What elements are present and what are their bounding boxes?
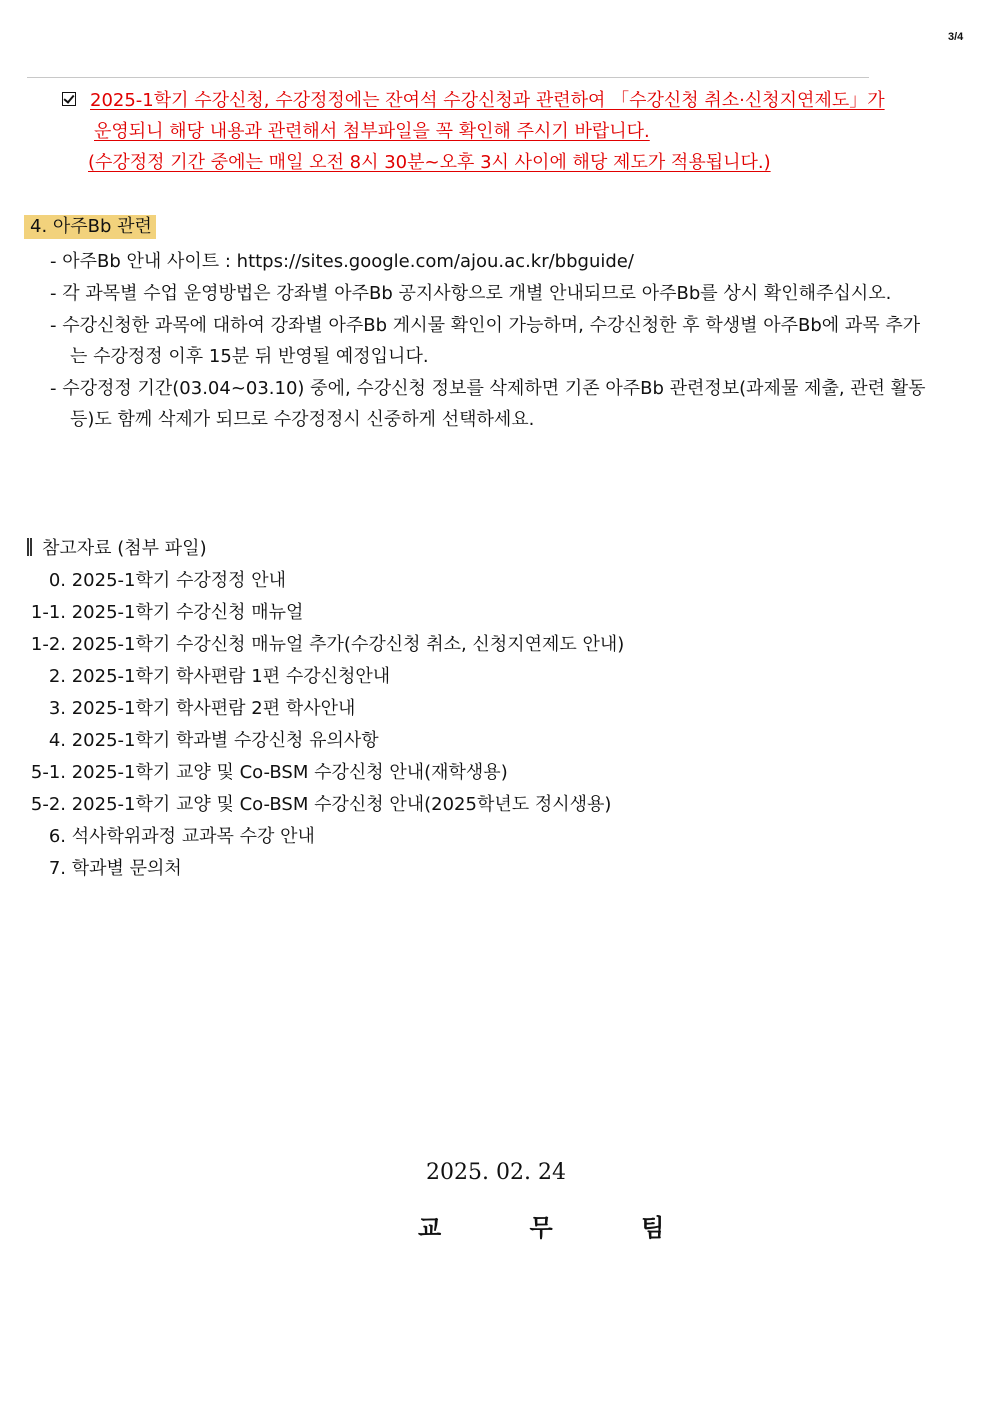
ref-num: 3. [48, 698, 66, 719]
ref-num: 1-2. [30, 634, 66, 655]
ref-text: 2025-1학기 학사편람 2편 학사안내 [71, 698, 356, 719]
list-item [22, 694, 355, 724]
top-divider [27, 77, 869, 78]
bb-post-line: - 수강신청한 과목에 대하여 강좌별 아주Bb 게시물 확인이 가능하며, 수강신청한 후 학생별 아주Bb에 과목 추가 [50, 315, 921, 336]
list-item [22, 854, 182, 884]
notice-line-3: (수강정정 기간 중에는 매일 오전 8시 30분~오후 3시 사이에 해당 제도가 적용됩니다.) [88, 152, 771, 173]
document-date: 2025. 02. 24 [426, 1160, 566, 1185]
issuing-team: 교 무 팀 [418, 1213, 705, 1242]
ref-num: 2. [48, 666, 66, 687]
ref-num: 7. [48, 858, 66, 879]
list-item [22, 726, 379, 756]
list-item [22, 598, 303, 628]
bb-notice-line: - 각 과목별 수업 운영방법은 강좌별 아주Bb 공지사항으로 개별 안내되므로 아주Bb를 상시 확인해주십시오. [50, 283, 892, 304]
bb-post-line-cont: 는 수강정정 이후 15분 뒤 반영될 예정입니다. [70, 346, 429, 367]
ref-num: 6. [48, 826, 66, 847]
list-item [22, 662, 390, 692]
bb-delete-line-cont: 등)도 함께 삭제가 되므로 수강정정시 신중하게 선택하세요. [70, 409, 535, 430]
section-4-heading: 4. 아주Bb 관련 [24, 215, 156, 239]
ref-num: 0. [48, 570, 66, 591]
ref-text: 2025-1학기 수강신청 매뉴얼 [71, 602, 304, 623]
list-item [22, 758, 508, 788]
bb-delete-line: - 수강정정 기간(03.04~03.10) 중에, 수강신청 정보를 삭제하면 기존 아주Bb 관련정보(과제물 제출, 관련 활동 [50, 378, 926, 399]
list-item [22, 566, 286, 596]
ref-num: 4. [48, 730, 66, 751]
checkbox-icon [62, 92, 76, 106]
ref-num: 1-1. [30, 602, 66, 623]
references-heading [27, 534, 207, 564]
ref-num: 5-1. [30, 762, 66, 783]
ref-text: 2025-1학기 학사편람 1편 수강신청안내 [71, 666, 391, 687]
list-item [22, 630, 624, 660]
page-number: 3/4 [948, 31, 964, 43]
ref-text: 2025-1학기 학과별 수강신청 유의사항 [71, 730, 379, 751]
bb-guide-line: - 아주Bb 안내 사이트 : https://sites.google.com/ajou.ac.kr/bbguide/ [50, 251, 634, 272]
ref-text: 학과별 문의처 [71, 858, 182, 879]
notice-line-2: 운영되니 해당 내용과 관련해서 첨부파일을 꼭 확인해 주시기 바랍니다. [94, 121, 650, 142]
ref-text: 2025-1학기 교양 및 Co-BSM 수강신청 안내(2025학년도 정시생용) [71, 794, 612, 815]
notice-line-1: 2025-1학기 수강신청, 수강정정에는 잔여석 수강신청과 관련하여 「수강신청 취소·신청지연제도」가 [90, 90, 885, 111]
double-bar-icon [27, 538, 32, 556]
references-title: 참고자료 (첨부 파일) [42, 538, 207, 559]
ref-num: 5-2. [30, 794, 66, 815]
ref-text: 석사학위과정 교과목 수강 안내 [71, 826, 315, 847]
list-item [22, 790, 611, 820]
ref-text: 2025-1학기 수강정정 안내 [71, 570, 287, 591]
ref-text: 2025-1학기 교양 및 Co-BSM 수강신청 안내(재학생용) [71, 762, 508, 783]
list-item [22, 822, 315, 852]
ref-text: 2025-1학기 수강신청 매뉴얼 추가(수강신청 취소, 신청지연제도 안내) [71, 634, 625, 655]
